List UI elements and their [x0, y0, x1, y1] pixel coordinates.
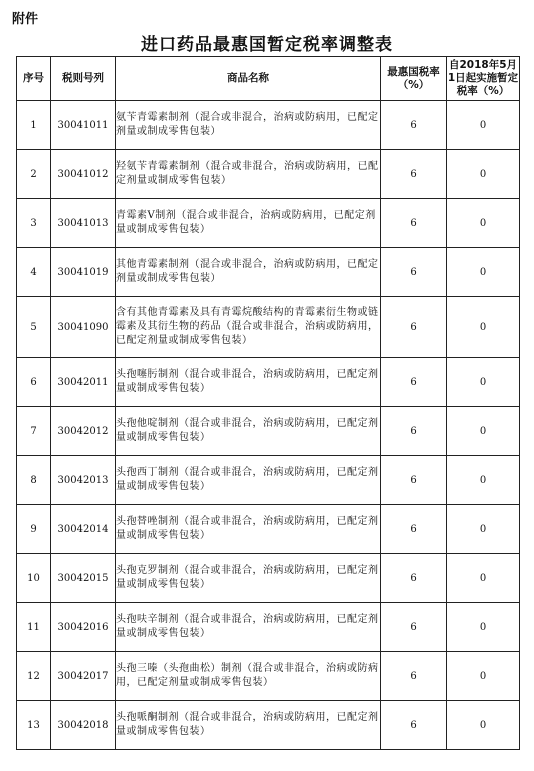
mfn-rate: 6: [381, 407, 447, 456]
table-row: [17, 603, 520, 652]
tariff-code: 30041011: [51, 101, 116, 150]
tariff-code: 30042012: [51, 407, 116, 456]
temporary-rate: 0: [447, 505, 520, 554]
product-name: 含有其他青霉素及具有青霉烷酸结构的青霉素衍生物或链霉素及其衍生物的药品（混合或非混合，治病或防病用，已配定剂量或制成零售包装）: [116, 297, 381, 358]
tariff-code: 30041013: [51, 199, 116, 248]
row-number: 1: [17, 101, 51, 150]
mfn-rate: 6: [381, 248, 447, 297]
header-mfn-rate: 最惠国税率（%）: [381, 57, 447, 101]
tariff-code: 30042016: [51, 603, 116, 652]
row-number: 7: [17, 407, 51, 456]
table-row: [17, 150, 520, 199]
table-row: [17, 101, 520, 150]
table-row: [17, 199, 520, 248]
header-name: 商品名称: [116, 57, 381, 101]
temporary-rate: 0: [447, 199, 520, 248]
temporary-rate: 0: [447, 101, 520, 150]
mfn-rate: 6: [381, 199, 447, 248]
product-name: 头孢克罗制剂（混合或非混合，治病或防病用，已配定剂量或制成零售包装）: [116, 554, 381, 603]
row-number: 2: [17, 150, 51, 199]
mfn-rate: 6: [381, 603, 447, 652]
product-name: 羟氨苄青霉素制剂（混合或非混合，治病或防病用，已配定剂量或制成零售包装）: [116, 150, 381, 199]
product-name: 头孢他啶制剂（混合或非混合，治病或防病用，已配定剂量或制成零售包装）: [116, 407, 381, 456]
temporary-rate: 0: [447, 407, 520, 456]
tariff-code: 30042018: [51, 701, 116, 750]
product-name: 头孢西丁制剂（混合或非混合，治病或防病用，已配定剂量或制成零售包装）: [116, 456, 381, 505]
temporary-rate: 0: [447, 248, 520, 297]
header-no: 序号: [17, 57, 51, 101]
header-temp-rate: 自2018年5月1日起实施暂定税率（%）: [447, 57, 520, 101]
row-number: 11: [17, 603, 51, 652]
temporary-rate: 0: [447, 358, 520, 407]
mfn-rate: 6: [381, 701, 447, 750]
product-name: 氨苄青霉素制剂（混合或非混合，治病或防病用，已配定剂量或制成零售包装）: [116, 101, 381, 150]
tariff-table: [16, 56, 520, 750]
table-row: [17, 505, 520, 554]
tariff-code: 30041012: [51, 150, 116, 199]
row-number: 4: [17, 248, 51, 297]
mfn-rate: 6: [381, 554, 447, 603]
temporary-rate: 0: [447, 652, 520, 701]
table-header-row: [17, 57, 520, 101]
product-name: 其他青霉素制剂（混合或非混合，治病或防病用，已配定剂量或制成零售包装）: [116, 248, 381, 297]
table-row: [17, 297, 520, 358]
product-name: 头孢噻肟制剂（混合或非混合，治病或防病用，已配定剂量或制成零售包装）: [116, 358, 381, 407]
mfn-rate: 6: [381, 150, 447, 199]
table-row: [17, 456, 520, 505]
header-code: 税则号列: [51, 57, 116, 101]
mfn-rate: 6: [381, 358, 447, 407]
row-number: 3: [17, 199, 51, 248]
mfn-rate: 6: [381, 456, 447, 505]
product-name: 头孢哌酮制剂（混合或非混合，治病或防病用，已配定剂量或制成零售包装）: [116, 701, 381, 750]
table-row: [17, 407, 520, 456]
table-row: [17, 554, 520, 603]
tariff-code: 30042017: [51, 652, 116, 701]
temporary-rate: 0: [447, 456, 520, 505]
attachment-label: 附件: [12, 12, 39, 27]
row-number: 8: [17, 456, 51, 505]
product-name: 头孢替唑制剂（混合或非混合，治病或防病用，已配定剂量或制成零售包装）: [116, 505, 381, 554]
table-row: [17, 652, 520, 701]
table-row: [17, 358, 520, 407]
row-number: 9: [17, 505, 51, 554]
mfn-rate: 6: [381, 297, 447, 358]
product-name: 头孢呋辛制剂（混合或非混合，治病或防病用，已配定剂量或制成零售包装）: [116, 603, 381, 652]
table-row: [17, 701, 520, 750]
temporary-rate: 0: [447, 554, 520, 603]
tariff-code: 30042014: [51, 505, 116, 554]
mfn-rate: 6: [381, 101, 447, 150]
document-title: 进口药品最惠国暂定税率调整表: [141, 35, 393, 55]
temporary-rate: 0: [447, 150, 520, 199]
tariff-code: 30042013: [51, 456, 116, 505]
row-number: 12: [17, 652, 51, 701]
temporary-rate: 0: [447, 603, 520, 652]
temporary-rate: 0: [447, 297, 520, 358]
temporary-rate: 0: [447, 701, 520, 750]
mfn-rate: 6: [381, 652, 447, 701]
tariff-code: 30041090: [51, 297, 116, 358]
product-name: 青霉素V制剂（混合或非混合，治病或防病用，已配定剂量或制成零售包装）: [116, 199, 381, 248]
row-number: 10: [17, 554, 51, 603]
tariff-code: 30041019: [51, 248, 116, 297]
row-number: 13: [17, 701, 51, 750]
row-number: 6: [17, 358, 51, 407]
table-row: [17, 248, 520, 297]
tariff-code: 30042011: [51, 358, 116, 407]
product-name: 头孢三嗪（头孢曲松）制剂（混合或非混合，治病或防病用，已配定剂量或制成零售包装）: [116, 652, 381, 701]
mfn-rate: 6: [381, 505, 447, 554]
tariff-code: 30042015: [51, 554, 116, 603]
row-number: 5: [17, 297, 51, 358]
